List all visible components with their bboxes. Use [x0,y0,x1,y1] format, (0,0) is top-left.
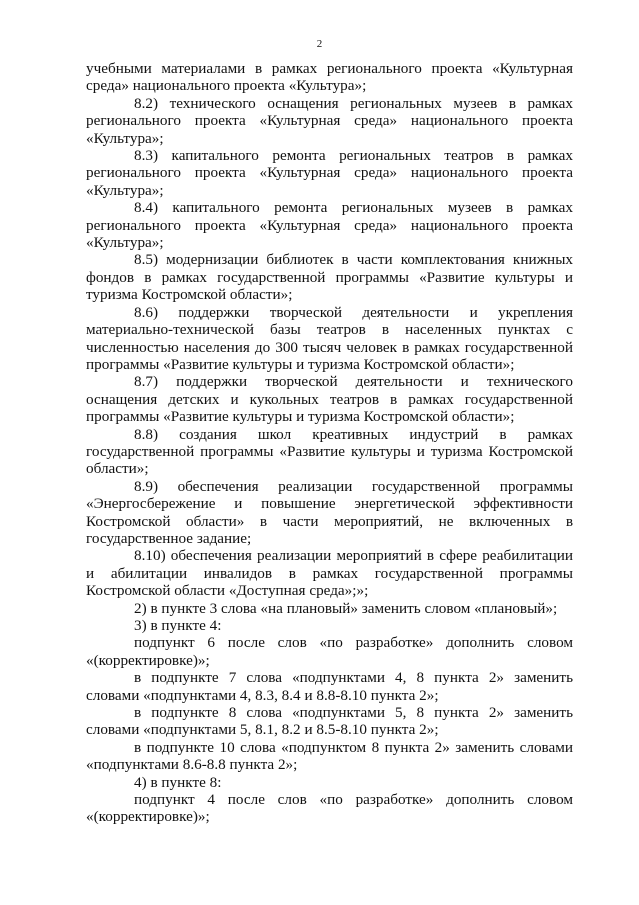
paragraph-continuation: учебными материалами в рамках регионального проекта «Культурная среда» национального проекта «Культура»; [86,60,573,95]
paragraph-item-8-9: 8.9) обеспечения реализации государственной программы «Энергосбережение и повышение энергетической эффективности Костромской области» в части мероприятий, не включенных в государственное задание; [86,477,573,547]
paragraph-item-8-5: 8.5) модернизации библиотек в части комплектования книжных фондов в рамках государственной программы «Развитие культуры и туризма Костромской области»; [86,251,573,304]
paragraph-item-2: 2) в пункте 3 слова «на плановый» заменить словом «плановый»; [134,599,558,617]
paragraph-subitem-8: в подпункте 8 слова «подпунктами 5, 8 пункта 2» заменить словами «подпунктами 5, 8.1, 8.2 и 8.5-8.10 пункта 2»; [86,704,573,739]
paragraph-item-8-6: 8.6) поддержки творческой деятельности и укрепления материально-технической базы театров в населенных пунктах с численностью населения до 300 тысяч человек в рамках государственной программы «Развитие культуры и туризма Костромской области»; [86,303,573,373]
paragraph-subitem-6: подпункт 6 после слов «по разработке» дополнить словом «(корректировке)»; [86,634,573,669]
document-body [86,60,573,826]
paragraph-subitem-4: подпункт 4 после слов «по разработке» дополнить словом «(корректировке)»; [86,791,573,826]
paragraph-item-8-7: 8.7) поддержки творческой деятельности и технического оснащения детских и кукольных театров в рамках государственной программы «Развитие культуры и туризма Костромской области»; [86,373,573,426]
paragraph-item-8-4: 8.4) капитального ремонта региональных музеев в рамках регионального проекта «Культурная среда» национального проекта «Культура»; [86,199,573,252]
paragraph-item-4: 4) в пункте 8: [134,773,222,791]
paragraph-item-8-8: 8.8) создания школ креативных индустрий в рамках государственной программы «Развитие культуры и туризма Костромской области»; [86,425,573,478]
paragraph-item-8-3: 8.3) капитального ремонта региональных театров в рамках регионального проекта «Культурная среда» национального проекта «Культура»; [86,147,573,199]
page-number: 2 [316,38,323,50]
paragraph-item-8-10: 8.10) обеспечения реализации мероприятий в сфере реабилитации и абилитации инвалидов в рамках государственной программы Костромской области «Доступная среда»;»; [86,547,573,600]
paragraph-item-8-2: 8.2) технического оснащения региональных музеев в рамках регионального проекта «Культурная среда» национального проекта «Культура»; [86,94,573,147]
paragraph-subitem-7: в подпункте 7 слова «подпунктами 4, 8 пункта 2» заменить словами «подпунктами 4, 8.3, 8.4 и 8.8-8.10 пункта 2»; [86,669,573,704]
paragraph-subitem-10: в подпункте 10 слова «подпунктом 8 пункта 2» заменить словами «подпунктами 8.6-8.8 пункта 2»; [86,738,573,774]
paragraph-item-3: 3) в пункте 4: [134,617,222,634]
